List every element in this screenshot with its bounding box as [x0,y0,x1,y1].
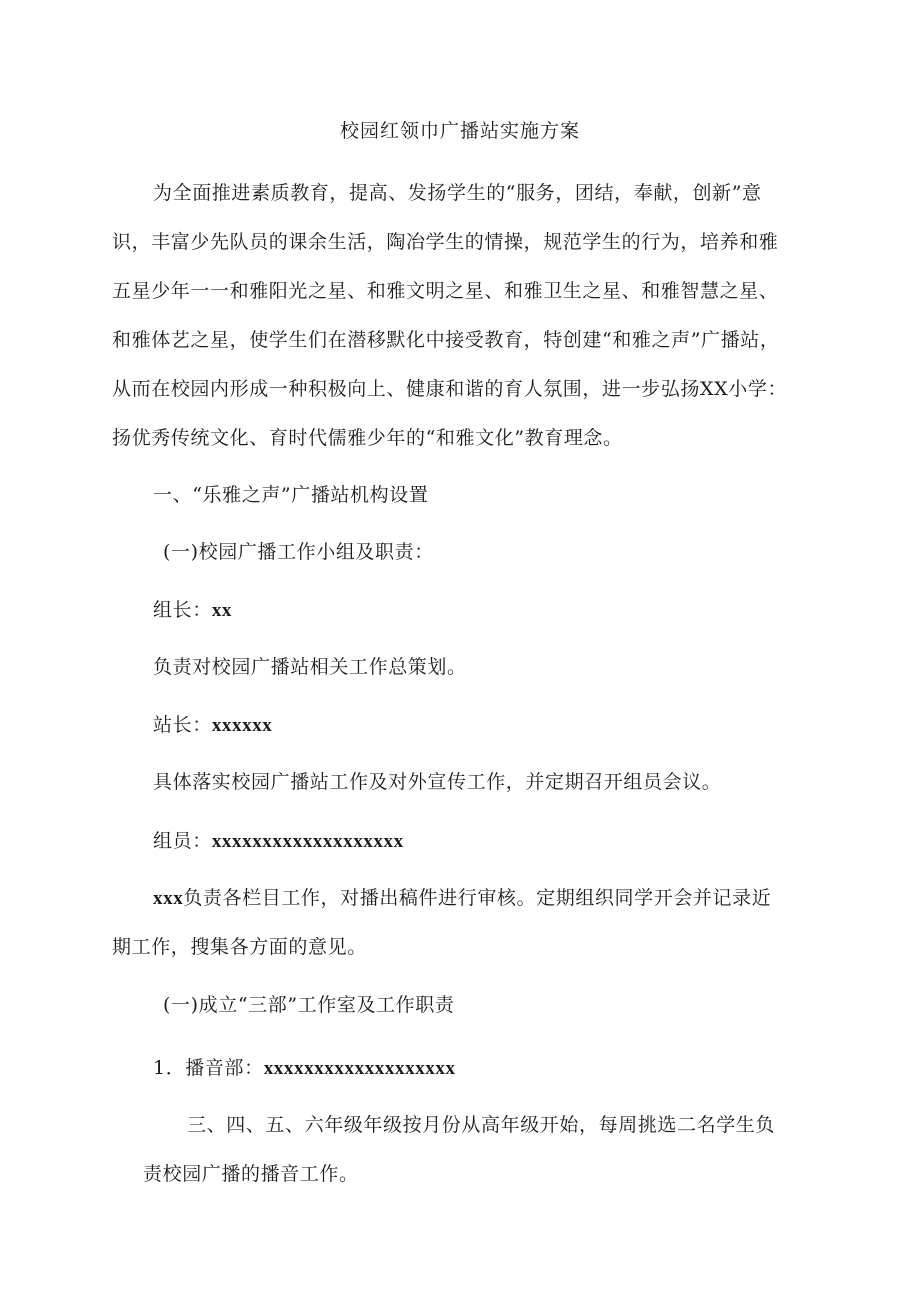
members-duty-prefix: xxx [153,888,184,909]
members-row [153,826,404,853]
station-head-duty: 具体落实校园广播站工作及对外宣传工作，并定期召开组员会议。 [153,771,722,793]
intro-line-3: 五星少年一一和雅阳光之星、和雅文明之星、和雅卫生之星、和雅智慧之星、 [112,280,779,302]
intro-line-4: 和雅体艺之星，使学生们在潜移默化中接受教育，特创建“和雅之声”广播站， [112,329,780,351]
intro-line-1: 为全面推进素质教育，提高、发扬学生的“服务，团结，奉献，创新”意 [153,182,762,204]
members-duty-text: 负责各栏目工作，对播出稿件进行审核。定期组织同学开会并记录近 [183,887,772,909]
members-label: 组员： [153,830,212,852]
dept-1-value: xxxxxxxxxxxxxxxxxxx [263,1058,456,1079]
dept-1-row [153,1053,456,1080]
station-head-row [153,710,272,737]
leader-duty: 负责对校园广播站相关工作总策划。 [153,656,467,678]
dept-1-duty-line-1: 三、四、五、六年级年级按月份从高年级开始，每周挑选二名学生负 [187,1114,776,1136]
dept-1-duty-line-2: 责校园广播的播音工作。 [143,1163,359,1185]
station-head-label: 站长： [153,714,212,736]
leader-value: xx [211,600,233,621]
members-duty-line-2: 期工作，搜集各方面的意见。 [112,936,367,958]
station-head-value: xxxxxx [211,715,273,736]
members-duty-line-1 [153,883,771,910]
subsection-1-heading: (一)校园广播工作小组及职责： [163,541,434,563]
subsection-2-heading: (一)成立“三部”工作室及工作职责 [163,994,455,1016]
leader-label: 组长： [153,599,212,621]
intro-line-6: 扬优秀传统文化、育时代儒雅少年的“和雅文化”教育理念。 [112,427,623,449]
intro-line-5: 从而在校园内形成一种积极向上、健康和谐的育人氛围，进一步弘扬XX小学： [112,378,788,400]
leader-row [153,595,232,622]
section-1-heading: 一、“乐雅之声”广播站机构设置 [153,484,429,506]
document-title: 校园红领巾广播站实施方案 [339,120,580,142]
intro-line-2: 识，丰富少先队员的课余生活，陶冶学生的情操，规范学生的行为，培养和雅 [112,231,779,253]
dept-1-label: 1．播音部： [153,1057,264,1079]
members-value: xxxxxxxxxxxxxxxxxxx [211,831,404,852]
